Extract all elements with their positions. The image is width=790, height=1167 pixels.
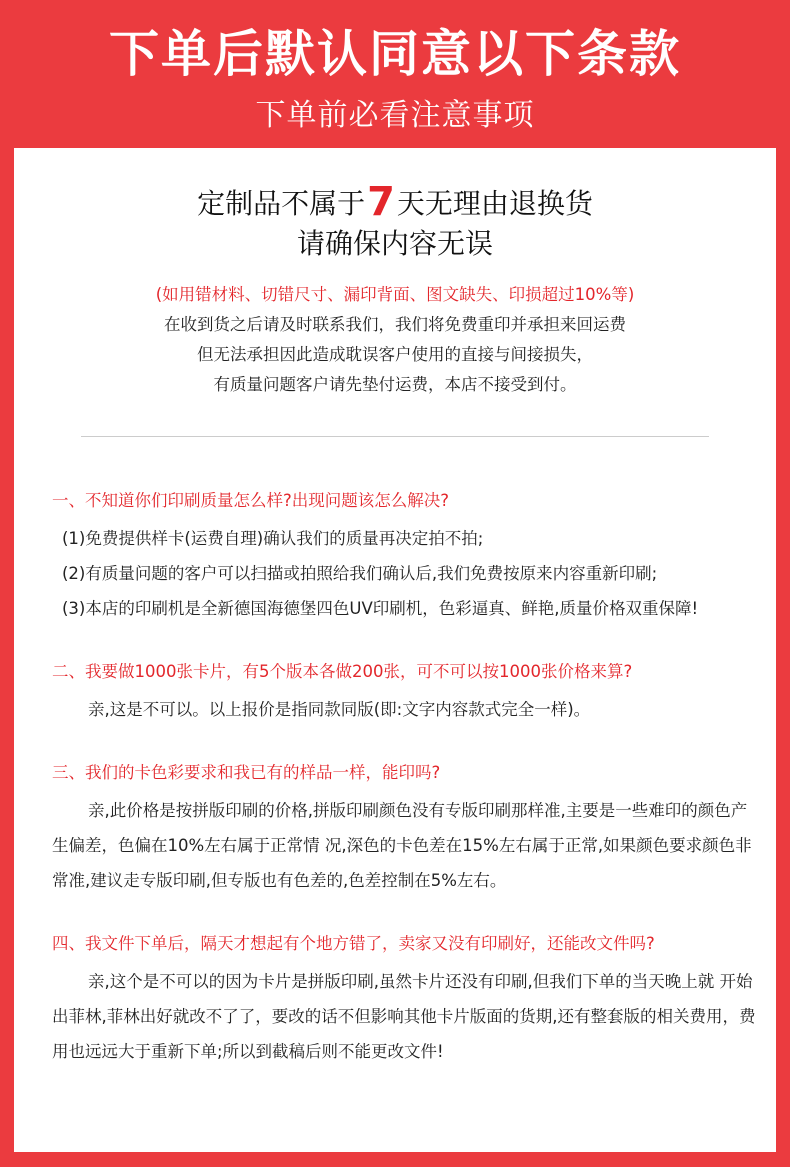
faq-answer: (2)有质量问题的客户可以扫描或拍照给我们确认后,我们免费按原来内容重新印刷; — [62, 564, 658, 583]
header-banner — [0, 0, 790, 148]
faq-answer: 亲,这是不可以。以上报价是指同款同版(即:文字内容款式完全一样)。 — [88, 700, 591, 719]
section-divider — [81, 436, 709, 437]
policy-note-line: 在收到货之后请及时联系我们，我们将免费重印并承担来回运费 — [164, 315, 626, 334]
faq-answer: (3)本店的印刷机是全新德国海德堡四色UV印刷机，色彩逼真、鲜艳,质量价格双重保障! — [62, 599, 699, 618]
return-policy-headline — [14, 179, 776, 225]
faq-answer: 亲,这个是不可以的因为卡片是拼版印刷,虽然卡片还没有印刷,但我们下单的当天晚上就 开始出菲林,菲林出好就改不了了，要改的话不但影响其他卡片版面的货期,还有整套版的相关费用，费用也远远大于重新下单;所以到截稿后则不能更改文件! — [52, 972, 756, 1061]
faq-item — [52, 761, 756, 898]
page-subtitle: 下单前必看注意事项 — [255, 98, 535, 133]
error-examples-note: (如用错材料、切错尺寸、漏印背面、图文缺失、印损超过10%等) — [155, 285, 635, 304]
faq-item — [52, 932, 756, 1069]
headline-suffix: 天无理由退换货 — [396, 187, 593, 220]
faq-question: 三、我们的卡色彩要求和我已有的样品一样，能印吗? — [52, 763, 441, 782]
faq-question: 一、不知道你们印刷质量怎么样?出现问题该怎么解决? — [52, 491, 450, 510]
faq-list — [14, 489, 776, 1069]
terms-panel — [14, 148, 776, 1152]
faq-answer: (1)免费提供样卡(运费自理)确认我们的质量再决定拍不拍; — [62, 529, 484, 548]
faq-item — [52, 660, 756, 727]
confirm-content-headline: 请确保内容无误 — [296, 227, 493, 260]
faq-question: 四、我文件下单后，隔天才想起有个地方错了，卖家又没有印刷好，还能改文件吗? — [52, 934, 655, 953]
policy-note-line: 但无法承担因此造成耽误客户使用的直接与间接损失， — [197, 345, 593, 364]
headline-prefix: 定制品不属于 — [197, 187, 366, 220]
faq-question: 二、我要做1000张卡片，有5个版本各做200张，可不可以按1000张价格来算? — [52, 662, 633, 681]
policy-note-line: 有质量问题客户请先垫付运费，本店不接受到付。 — [213, 375, 577, 394]
faq-item — [52, 489, 756, 626]
lead-section — [14, 148, 776, 400]
headline-number: 7 — [367, 179, 395, 225]
faq-answer: 亲,此价格是按拼版印刷的价格,拼版印刷颜色没有专版印刷那样准,主要是一些难印的颜色产生偏差，色偏在10%左右属于正常情 况,深色的卡色差在15%左右属于正常,如果颜色要求颜色非常准,建议走专版印刷,但专版也有色差的,色差控制在5%左右。 — [52, 801, 752, 890]
page-title: 下单后默认同意以下条款 — [109, 25, 681, 83]
